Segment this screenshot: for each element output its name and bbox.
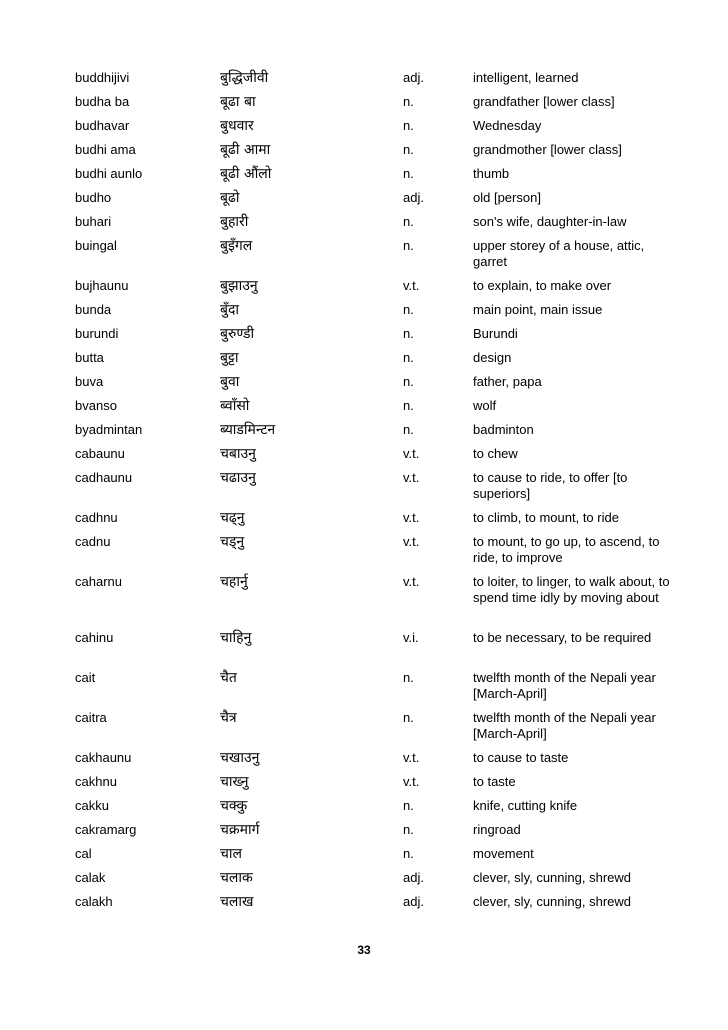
entry-definition: to mount, to go up, to ascend, to ride, to improve bbox=[473, 534, 660, 565]
dictionary-entry bbox=[75, 709, 673, 742]
entry-part-of-speech: adj. bbox=[403, 894, 424, 909]
entry-part-of-speech: adj. bbox=[403, 70, 424, 85]
entry-definition: father, papa bbox=[473, 374, 542, 389]
dictionary-entry bbox=[75, 93, 673, 110]
entry-nepali: बुइँगल bbox=[220, 238, 253, 254]
entry-headword: byadmintan bbox=[75, 422, 143, 437]
entry-nepali: चलाक bbox=[220, 870, 253, 886]
entry-nepali: बुहारी bbox=[220, 214, 249, 230]
entry-part-of-speech: v.t. bbox=[403, 534, 420, 549]
dictionary-entry bbox=[75, 773, 673, 790]
entry-headword: calakh bbox=[75, 894, 113, 909]
entry-headword: burundi bbox=[75, 326, 119, 341]
entry-nepali: चलाख bbox=[220, 894, 254, 910]
entry-part-of-speech: v.t. bbox=[403, 510, 420, 525]
entry-nepali: चड्नु bbox=[220, 534, 245, 550]
entry-part-of-speech: adj. bbox=[403, 870, 424, 885]
entry-definition: intelligent, learned bbox=[473, 70, 579, 85]
entry-part-of-speech: n. bbox=[403, 238, 414, 253]
entry-nepali: बुद्धिजीवी bbox=[220, 70, 269, 86]
entry-definition: grandmother [lower class] bbox=[473, 142, 622, 157]
entry-part-of-speech: v.t. bbox=[403, 446, 420, 461]
entry-definition: design bbox=[473, 350, 512, 365]
entry-nepali: बूढी औंलो bbox=[220, 166, 272, 182]
entry-part-of-speech: v.t. bbox=[403, 278, 420, 293]
dictionary-entry bbox=[75, 893, 673, 910]
entry-headword: bujhaunu bbox=[75, 278, 129, 293]
dictionary-entry bbox=[75, 669, 673, 702]
entry-nepali: चढ्नु bbox=[220, 510, 245, 526]
entry-part-of-speech: n. bbox=[403, 326, 414, 341]
entry-part-of-speech: n. bbox=[403, 350, 414, 365]
entry-nepali: बूढा बा bbox=[220, 94, 256, 110]
entry-definition: to explain, to make over bbox=[473, 278, 612, 293]
dictionary-entry bbox=[75, 869, 673, 886]
dictionary-entry bbox=[75, 533, 673, 566]
entry-headword: butta bbox=[75, 350, 104, 365]
entry-part-of-speech: n. bbox=[403, 670, 414, 685]
entry-definition: Wednesday bbox=[473, 118, 542, 133]
dictionary-entry bbox=[75, 69, 673, 86]
entry-definition: to climb, to mount, to ride bbox=[473, 510, 619, 525]
dictionary-entry bbox=[75, 301, 673, 318]
entry-part-of-speech: v.t. bbox=[403, 750, 420, 765]
entry-nepali: चाल bbox=[220, 846, 243, 862]
entry-definition: to loiter, to linger, to walk about, to spend time idly by moving about bbox=[473, 574, 670, 605]
entry-definition: clever, sly, cunning, shrewd bbox=[473, 870, 631, 885]
entry-nepali: बूढी आमा bbox=[220, 142, 271, 158]
entry-nepali: चाहिनु bbox=[220, 630, 252, 646]
entry-nepali: ब्वाँसो bbox=[220, 398, 250, 414]
dictionary-entry bbox=[75, 797, 673, 814]
dictionary-entry bbox=[75, 349, 673, 366]
entry-part-of-speech: v.t. bbox=[403, 574, 420, 589]
entry-part-of-speech: v.i. bbox=[403, 630, 419, 645]
entry-part-of-speech: n. bbox=[403, 374, 414, 389]
entry-definition: to taste bbox=[473, 774, 516, 789]
entry-headword: cal bbox=[75, 846, 92, 861]
entry-nepali: बुँदा bbox=[220, 302, 240, 318]
entry-nepali: चढाउनु bbox=[220, 470, 256, 486]
entry-headword: cakku bbox=[75, 798, 109, 813]
entry-headword: cahinu bbox=[75, 630, 114, 645]
entry-definition: clever, sly, cunning, shrewd bbox=[473, 894, 631, 909]
entry-definition: main point, main issue bbox=[473, 302, 603, 317]
entry-headword: cadhaunu bbox=[75, 470, 133, 485]
entry-definition: upper storey of a house, attic, garret bbox=[473, 238, 645, 269]
entry-definition: thumb bbox=[473, 166, 510, 181]
entry-nepali: बुरुण्डी bbox=[220, 326, 255, 342]
entry-headword: cadnu bbox=[75, 534, 111, 549]
entry-headword: bunda bbox=[75, 302, 112, 317]
entry-headword: buhari bbox=[75, 214, 112, 229]
entry-part-of-speech: v.t. bbox=[403, 774, 420, 789]
entry-definition: to cause to taste bbox=[473, 750, 569, 765]
entry-nepali: ब्याडमिन्टन bbox=[220, 422, 276, 438]
entry-part-of-speech: n. bbox=[403, 142, 414, 157]
entry-headword: cait bbox=[75, 670, 96, 685]
entry-headword: budho bbox=[75, 190, 112, 205]
entry-nepali: चक्कु bbox=[220, 798, 248, 814]
entry-part-of-speech: n. bbox=[403, 302, 414, 317]
entry-headword: buingal bbox=[75, 238, 117, 253]
entry-definition: old [person] bbox=[473, 190, 541, 205]
entry-definition: knife, cutting knife bbox=[473, 798, 578, 813]
entry-headword: buddhijivi bbox=[75, 70, 130, 85]
entry-definition: to chew bbox=[473, 446, 518, 461]
dictionary-entry bbox=[75, 629, 673, 646]
entry-nepali: चैत bbox=[220, 670, 237, 686]
entry-part-of-speech: n. bbox=[403, 422, 414, 437]
entry-headword: bvanso bbox=[75, 398, 117, 413]
dictionary-entry bbox=[75, 573, 673, 606]
entry-definition: wolf bbox=[473, 398, 497, 413]
entry-definition: son's wife, daughter-in-law bbox=[473, 214, 627, 229]
entry-part-of-speech: n. bbox=[403, 846, 414, 861]
entry-headword: cadhnu bbox=[75, 510, 118, 525]
dictionary-entry bbox=[75, 213, 673, 230]
entry-part-of-speech: v.t. bbox=[403, 470, 420, 485]
entry-nepali: चबाउनु bbox=[220, 446, 256, 462]
entry-part-of-speech: n. bbox=[403, 398, 414, 413]
entry-nepali: बुवा bbox=[220, 374, 240, 390]
dictionary-entry bbox=[75, 821, 673, 838]
entry-headword: budha ba bbox=[75, 94, 130, 109]
dictionary-entry bbox=[75, 509, 673, 526]
entry-nepali: चैत्र bbox=[220, 710, 237, 726]
page-number: 33 bbox=[357, 943, 371, 957]
entry-headword: cabaunu bbox=[75, 446, 125, 461]
dictionary-entry bbox=[75, 469, 673, 502]
dictionary-entry bbox=[75, 117, 673, 134]
entry-definition: to cause to ride, to offer [to superiors] bbox=[473, 470, 628, 501]
entry-definition: grandfather [lower class] bbox=[473, 94, 615, 109]
entry-headword: buva bbox=[75, 374, 104, 389]
dictionary-entry bbox=[75, 165, 673, 182]
entry-nepali: बुधवार bbox=[220, 118, 254, 134]
entry-definition: Burundi bbox=[473, 326, 518, 341]
dictionary-entry bbox=[75, 373, 673, 390]
entry-definition: to be necessary, to be required bbox=[473, 630, 652, 645]
entry-headword: cakramarg bbox=[75, 822, 137, 837]
entry-nepali: चाख्नु bbox=[220, 774, 249, 790]
dictionary-entry bbox=[75, 397, 673, 414]
dictionary-entry bbox=[75, 141, 673, 158]
entry-part-of-speech: n. bbox=[403, 94, 414, 109]
entry-part-of-speech: n. bbox=[403, 822, 414, 837]
entry-definition: movement bbox=[473, 846, 534, 861]
dictionary-entry bbox=[75, 845, 673, 862]
dictionary-entry bbox=[75, 325, 673, 342]
entry-part-of-speech: n. bbox=[403, 118, 414, 133]
entry-headword: budhi ama bbox=[75, 142, 136, 157]
entry-nepali: चहार्नु bbox=[220, 574, 248, 590]
dictionary-entry bbox=[75, 237, 673, 270]
dictionary-entry bbox=[75, 749, 673, 766]
entry-nepali: बुझाउनु bbox=[220, 278, 258, 294]
dictionary-entry bbox=[75, 421, 673, 438]
entry-part-of-speech: n. bbox=[403, 166, 414, 181]
entry-headword: calak bbox=[75, 870, 106, 885]
entry-part-of-speech: n. bbox=[403, 798, 414, 813]
entry-definition: twelfth month of the Nepali year [March-April] bbox=[473, 710, 656, 741]
entry-headword: budhavar bbox=[75, 118, 130, 133]
entry-definition: ringroad bbox=[473, 822, 521, 837]
entry-definition: badminton bbox=[473, 422, 534, 437]
entry-definition: twelfth month of the Nepali year [March-April] bbox=[473, 670, 656, 701]
dictionary-entry bbox=[75, 189, 673, 206]
entry-headword: caharnu bbox=[75, 574, 122, 589]
entry-nepali: चखाउनु bbox=[220, 750, 260, 766]
entry-part-of-speech: n. bbox=[403, 214, 414, 229]
dictionary-entry bbox=[75, 277, 673, 294]
entry-part-of-speech: n. bbox=[403, 710, 414, 725]
entry-nepali: चक्रमार्ग bbox=[220, 822, 260, 838]
entry-part-of-speech: adj. bbox=[403, 190, 424, 205]
entry-headword: budhi aunlo bbox=[75, 166, 143, 181]
entry-headword: caitra bbox=[75, 710, 107, 725]
dictionary-entry bbox=[75, 445, 673, 462]
entry-nepali: बुट्टा bbox=[220, 350, 239, 366]
entry-nepali: बूढो bbox=[220, 190, 240, 206]
entry-headword: cakhnu bbox=[75, 774, 117, 789]
entry-headword: cakhaunu bbox=[75, 750, 132, 765]
